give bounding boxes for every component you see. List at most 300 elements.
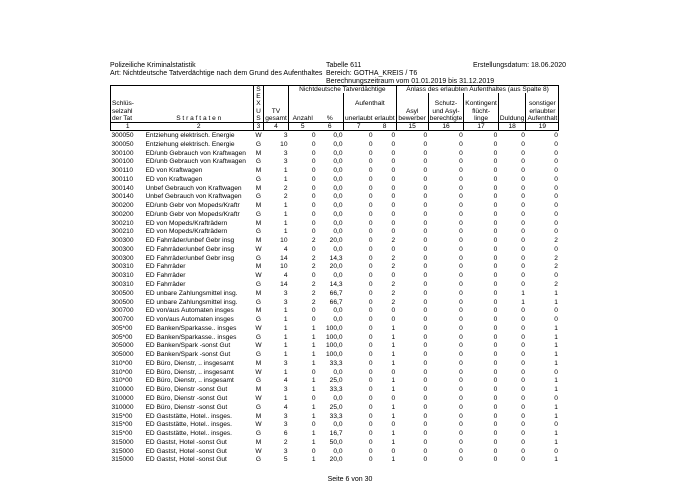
table-row (111, 219, 559, 228)
schutz-count: 0 (459, 359, 463, 367)
erlaubt-count: 0 (391, 307, 396, 315)
schutz-count: 0 (459, 377, 463, 385)
offense-name: ED Büro, Dienstr -sonst Gut (145, 386, 228, 394)
offense-name: ED Fahrräder (145, 272, 186, 280)
tat-key: 300300 (111, 237, 134, 245)
tat-key: 305000 (111, 342, 134, 350)
duldung-count: 0 (521, 167, 525, 175)
erlaubt-count: 0 (391, 132, 396, 139)
asyl-count: 0 (423, 167, 428, 175)
offense-name: Entziehung elektrisch. Energie (145, 132, 235, 139)
kontingent-count: 0 (493, 324, 498, 332)
tv-total: 1 (283, 202, 288, 210)
erlaubt-count: 0 (391, 394, 396, 402)
offense-name: ED Gastst, Hotel -sonst Gut (145, 438, 227, 446)
offense-name: ED Banken/Sparkasse.. insges (145, 333, 237, 341)
ntv-count: 0 (311, 132, 316, 139)
sex: W (255, 368, 262, 376)
schutz-count: 0 (459, 447, 463, 455)
ntv-count: 1 (311, 377, 316, 385)
column-number: 19 (526, 123, 559, 131)
tat-key: 310000 (111, 386, 134, 394)
unerlaubt-count: 0 (368, 368, 373, 376)
offense-name: ED Fahrräder/unbef Gebr insg (145, 245, 235, 253)
erlaubt-count: 0 (391, 368, 396, 376)
duldung-count: 0 (521, 447, 525, 455)
asyl-count: 0 (423, 140, 428, 148)
duldung-header: Duldung (499, 114, 525, 122)
sonstiger-count: 0 (554, 132, 558, 139)
tat-key: 315*00 (111, 412, 133, 420)
sex-letter: S (254, 115, 264, 123)
ntv-count: 1 (311, 342, 316, 350)
sex: G (255, 351, 262, 359)
duldung-count: 0 (521, 210, 525, 218)
tv-total: 2 (283, 438, 288, 446)
sonstiger-count: 2 (554, 263, 558, 271)
column-number: 2 (145, 123, 254, 131)
tat-key: 300100 (111, 158, 134, 166)
sonstiger-count: 1 (554, 324, 558, 332)
sonstiger-count: 0 (554, 219, 558, 227)
tv-total: 10 (280, 140, 288, 148)
tv-total: 3 (283, 298, 288, 306)
ntv-count: 0 (311, 447, 316, 455)
report-area: Bereich: GOTHA_KREIS / T6 (326, 70, 418, 77)
tv-total: 3 (283, 359, 288, 367)
ntv-percent: 0,0 (333, 228, 343, 236)
ntv-percent: 0,0 (333, 193, 343, 201)
sonstiger-count: 0 (554, 202, 558, 210)
erlaubt-count: 2 (391, 254, 396, 262)
offense-name: ED Banken/Sparkasse.. insges (145, 324, 237, 332)
erlaubt-count: 0 (391, 202, 396, 210)
asyl-count: 0 (423, 184, 428, 192)
offense-name: ED Gastst, Hotel -sonst Gut (145, 447, 227, 455)
unerlaubt-count: 0 (368, 254, 373, 262)
tat-key: 300310 (111, 281, 134, 289)
table-row (111, 412, 559, 421)
schutz-header: berechtigte (429, 114, 463, 122)
sonstiger-header: Aufenthalt (527, 114, 558, 122)
sex: W (255, 132, 262, 139)
sex: M (255, 386, 262, 394)
ntv-percent: 0,0 (333, 210, 343, 218)
erlaubt-count: 1 (391, 351, 396, 359)
ntv-percent: 100,0 (325, 333, 343, 341)
tv-total: 3 (283, 289, 288, 297)
unerlaubt-count: 0 (368, 333, 373, 341)
table-row (111, 184, 559, 193)
tv-total: 1 (283, 342, 288, 350)
asyl-count: 0 (423, 289, 428, 297)
schutz-count: 0 (459, 281, 463, 289)
ntv-count: 1 (311, 412, 316, 420)
offense-name: Unbef Gebrauch von Kraftwagen (145, 193, 242, 201)
ntv-count: 0 (311, 193, 316, 201)
asyl-count: 0 (423, 342, 428, 350)
tv-total: 1 (283, 167, 288, 175)
offense-name: ED Fahrräder (145, 281, 186, 289)
asyl-count: 0 (423, 263, 428, 271)
tv-total: 3 (283, 132, 288, 139)
erlaubt-count: 0 (391, 447, 396, 455)
table-row (111, 420, 559, 429)
tat-key: 305000 (111, 351, 134, 359)
kontingent-count: 0 (493, 333, 498, 341)
erlaubt-count: 0 (391, 210, 396, 218)
tv-total: 14 (280, 281, 288, 289)
asyl-header: Asyl (396, 108, 428, 115)
tat-key: 310000 (111, 403, 134, 411)
sonstiger-count: 0 (554, 158, 558, 166)
tv-header: TV (271, 107, 281, 115)
schutz-count: 0 (459, 219, 463, 227)
erlaubt-count: 1 (391, 430, 396, 438)
sex: M (255, 289, 262, 297)
sex: G (255, 377, 262, 385)
table-row (111, 263, 559, 272)
kontingent-count: 0 (493, 351, 498, 359)
column-number: 8 (374, 123, 397, 131)
duldung-count: 0 (521, 272, 525, 280)
asyl-count: 0 (423, 245, 428, 253)
tv-total: 1 (283, 316, 288, 324)
tv-total: 4 (283, 377, 288, 385)
sex: M (255, 202, 262, 210)
tat-key: 300300 (111, 245, 134, 253)
asyl-count: 0 (423, 202, 428, 210)
offense-name: Unbef Gebrauch von Kraftwagen (145, 184, 242, 192)
ntv-count: 1 (311, 359, 316, 367)
ntv-percent: 0,0 (333, 272, 343, 280)
kontingent-count: 0 (493, 438, 498, 446)
unerlaubt-count: 0 (368, 149, 373, 157)
schutz-count: 0 (459, 210, 463, 218)
schutz-count: 0 (459, 175, 463, 183)
unerlaubt-count: 0 (368, 272, 373, 280)
tv-total: 4 (283, 272, 288, 280)
unerlaubt-count: 0 (368, 175, 373, 183)
tv-total: 3 (283, 158, 288, 166)
tat-key: 315*00 (111, 430, 133, 438)
tat-key: 300500 (111, 289, 134, 297)
duldung-count: 0 (521, 237, 525, 245)
header-row-3 (111, 100, 559, 107)
ntv-count: 1 (311, 351, 316, 359)
kontingent-count: 0 (493, 289, 498, 297)
tv-total: 1 (283, 228, 288, 236)
duldung-count: 0 (521, 307, 525, 315)
asyl-header: bewerber (396, 115, 428, 123)
sonstiger-count: 0 (554, 245, 558, 253)
erlaubt-count: 2 (391, 281, 396, 289)
tat-key: 300140 (111, 193, 134, 201)
ntv-percent: 66,7 (329, 289, 343, 297)
sex: M (255, 359, 262, 367)
schutz-count: 0 (459, 202, 463, 210)
column-number: 15 (396, 123, 428, 131)
tat-key: 315*00 (111, 421, 133, 429)
kontingent-count: 0 (493, 132, 498, 139)
sonstiger-count: 0 (554, 316, 558, 324)
kontingent-count: 0 (493, 210, 498, 218)
offense-name: ED Büro, Dienstr, .. insgesamt (145, 359, 234, 367)
schutz-count: 0 (459, 149, 463, 157)
table-row (111, 298, 559, 307)
ntv-percent: 0,0 (333, 421, 343, 429)
sex: W (255, 272, 262, 280)
duldung-count: 0 (521, 333, 525, 341)
erlaubt-count: 0 (391, 140, 396, 148)
ntv-count: 0 (311, 245, 316, 253)
tat-key: 300210 (111, 219, 134, 227)
tat-key: 300200 (111, 210, 134, 218)
kontingent-count: 0 (493, 167, 498, 175)
duldung-count: 0 (521, 377, 525, 385)
tat-key: 300500 (111, 298, 134, 306)
kontingent-count: 0 (493, 140, 498, 148)
schutz-count: 0 (459, 316, 463, 324)
tat-key: 310*00 (111, 377, 133, 385)
erlaubt-count: 1 (391, 438, 396, 446)
schutz-count: 0 (459, 403, 463, 411)
asyl-count: 0 (423, 307, 428, 315)
ntv-percent: 0,0 (333, 158, 343, 166)
table-row (111, 166, 559, 175)
sex: G (255, 281, 262, 289)
schutz-count: 0 (459, 272, 463, 280)
column-number-row (111, 123, 559, 131)
col-offense-header: S t r a f t a t e n (176, 114, 222, 122)
kontingent-count: 0 (493, 447, 498, 455)
tv-total: 5 (283, 456, 288, 464)
duldung-count: 0 (521, 281, 525, 289)
sonstiger-count: 2 (554, 237, 558, 245)
kontingent-count: 0 (493, 412, 498, 420)
table-row (111, 315, 559, 324)
offense-name: ED unbare Zahlungsmittel insg. (145, 289, 238, 297)
sex: G (255, 333, 262, 341)
kontingent-count: 0 (493, 421, 498, 429)
tv-total: 1 (283, 394, 288, 402)
offense-name: ED Fahrräder/unbef Gebr insg (145, 237, 235, 245)
duldung-count: 0 (521, 175, 525, 183)
tat-key: 300300 (111, 254, 134, 262)
offense-name: ED Büro, Dienstr, .. insgesamt (145, 368, 234, 376)
schutz-count: 0 (459, 386, 463, 394)
tv-total: 1 (283, 351, 288, 359)
sex: G (255, 210, 262, 218)
kontingent-count: 0 (493, 298, 498, 306)
sex: M (255, 307, 262, 315)
sex: M (255, 149, 262, 157)
tat-key: 315000 (111, 456, 134, 464)
ntv-percent: 25,0 (329, 403, 343, 411)
asyl-count: 0 (423, 298, 428, 306)
tat-key: 315000 (111, 438, 134, 446)
table-row (111, 394, 559, 403)
col-key-header: der Tat (111, 115, 145, 123)
sonstiger-count: 0 (554, 228, 558, 236)
schutz-count: 0 (459, 132, 463, 139)
tv-total: 3 (283, 149, 288, 157)
kontingent-count: 0 (493, 368, 498, 376)
schutz-count: 0 (459, 228, 463, 236)
tv-total: 14 (280, 254, 288, 262)
unerlaubt-count: 0 (368, 193, 373, 201)
schutz-count: 0 (459, 421, 463, 429)
sonstiger-count: 0 (554, 193, 558, 201)
table-row (111, 368, 559, 377)
schutz-count: 0 (459, 289, 463, 297)
offense-name: ED von/aus Automaten insges (145, 307, 234, 315)
asyl-count: 0 (423, 368, 428, 376)
sonstiger-count: 0 (554, 210, 558, 218)
schutz-count: 0 (459, 438, 463, 446)
duldung-count: 0 (521, 324, 525, 332)
sex: W (255, 342, 262, 350)
ntv-percent: 20,0 (329, 263, 343, 271)
unerlaubt-count: 0 (368, 210, 373, 218)
table-row (111, 456, 559, 465)
sex: W (255, 421, 262, 429)
ntv-count: 2 (311, 298, 316, 306)
asyl-count: 0 (423, 412, 428, 420)
ntv-count: 1 (311, 324, 316, 332)
sonstiger-count: 1 (554, 342, 558, 350)
duldung-count: 0 (521, 351, 525, 359)
erlaubt-count: 1 (391, 342, 396, 350)
kontingent-count: 0 (493, 456, 498, 464)
tv-header: gesamt (265, 114, 287, 122)
table-row (111, 193, 559, 202)
kontingent-count: 0 (493, 307, 498, 315)
erlaubt-count: 1 (391, 386, 396, 394)
tat-key: 310000 (111, 394, 134, 402)
erlaubt-count: 1 (391, 359, 396, 367)
table-number: Tabelle 611 (326, 62, 362, 69)
erlaubt-count: 0 (391, 421, 396, 429)
sonstiger-count: 1 (554, 430, 558, 438)
asyl-count: 0 (423, 149, 428, 157)
asyl-count: 0 (423, 254, 428, 262)
erlaubt-count: 0 (391, 219, 396, 227)
report-org: Polizeiliche Kriminalstatistik (110, 62, 196, 69)
tv-total: 1 (283, 333, 288, 341)
table-row (111, 289, 559, 298)
sonstiger-count: 0 (554, 167, 558, 175)
ntv-count: 0 (311, 140, 316, 148)
tat-key: 300700 (111, 316, 134, 324)
sex: G (255, 140, 262, 148)
offense-name: ED Büro, Dienstr -sonst Gut (145, 394, 228, 402)
sonstiger-count: 1 (554, 456, 558, 464)
unerlaubt-count: 0 (368, 342, 373, 350)
header-row-4 (111, 108, 559, 115)
sex: M (255, 263, 262, 271)
asyl-count: 0 (423, 158, 428, 166)
ntv-percent: 0,0 (333, 132, 343, 139)
unerlaubt-count: 0 (368, 324, 373, 332)
sonstiger-count: 1 (554, 333, 558, 341)
ntv-percent: 14,3 (329, 254, 343, 262)
duldung-count: 0 (521, 342, 525, 350)
duldung-count: 0 (521, 158, 525, 166)
unerlaubt-count: 0 (368, 430, 373, 438)
tv-total: 10 (280, 237, 288, 245)
ntv-percent: 50,0 (329, 438, 343, 446)
ntv-percent: 0,0 (333, 394, 343, 402)
erlaubt-count: 0 (391, 193, 396, 201)
asyl-count: 0 (423, 386, 428, 394)
kontingent-count: 0 (493, 202, 498, 210)
ntv-percent: 0,0 (333, 245, 343, 253)
ntv-count: 0 (311, 394, 316, 402)
anlass-group-header: Anlass des erlaubten Aufenthaltes (aus Spalte 8) (396, 86, 559, 94)
asyl-count: 0 (423, 219, 428, 227)
offense-name: ED Gaststätte, Hotel.. insges. (145, 421, 232, 429)
column-number: 6 (317, 123, 344, 131)
ntv-percent: 0,0 (333, 219, 343, 227)
schutz-count: 0 (459, 193, 463, 201)
erlaubt-header: erlaubt (374, 114, 395, 122)
tv-total: 2 (283, 193, 288, 201)
asyl-count: 0 (423, 447, 428, 455)
asyl-count: 0 (423, 193, 428, 201)
ntv-percent: 20,0 (329, 456, 343, 464)
ntv-count: 0 (311, 210, 316, 218)
sonstiger-count: 2 (554, 281, 558, 289)
sex: M (255, 167, 262, 175)
unerlaubt-count: 0 (368, 359, 373, 367)
tat-key: 300210 (111, 228, 134, 236)
ntv-percent: 33,3 (329, 359, 343, 367)
sonstiger-count: 1 (554, 351, 558, 359)
kontingent-count: 0 (493, 228, 498, 236)
column-number: 5 (289, 123, 317, 131)
schutz-count: 0 (459, 394, 463, 402)
ntv-count: 0 (311, 184, 316, 192)
sex: W (255, 394, 262, 402)
erlaubt-count: 2 (391, 298, 396, 306)
kontingent-count: 0 (493, 386, 498, 394)
schutz-header: Schutz- (428, 100, 464, 107)
schutz-count: 0 (459, 245, 463, 253)
sex: M (255, 219, 262, 227)
schutz-count: 0 (459, 324, 463, 332)
schutz-count: 0 (459, 167, 463, 175)
duldung-count: 0 (521, 394, 525, 402)
tat-key: 310*00 (111, 368, 133, 376)
unerlaubt-count: 0 (368, 307, 373, 315)
ntv-percent: 20,0 (329, 237, 343, 245)
sex: G (255, 456, 262, 464)
ntv-percent: 16,7 (329, 430, 343, 438)
ntv-count: 0 (311, 202, 316, 210)
table-row (111, 140, 559, 149)
unerlaubt-count: 0 (368, 228, 373, 236)
column-number: 4 (264, 123, 289, 131)
asyl-count: 0 (423, 438, 428, 446)
table-body (111, 131, 559, 465)
statistics-table (110, 85, 559, 464)
report-period: Berechnungszeitraum vom 01.01.2019 bis 31.12.2019 (326, 78, 495, 85)
ntv-percent: 100,0 (325, 342, 343, 350)
asyl-count: 0 (423, 175, 428, 183)
unerlaubt-count: 0 (368, 351, 373, 359)
ntv-percent: 33,3 (329, 412, 343, 420)
